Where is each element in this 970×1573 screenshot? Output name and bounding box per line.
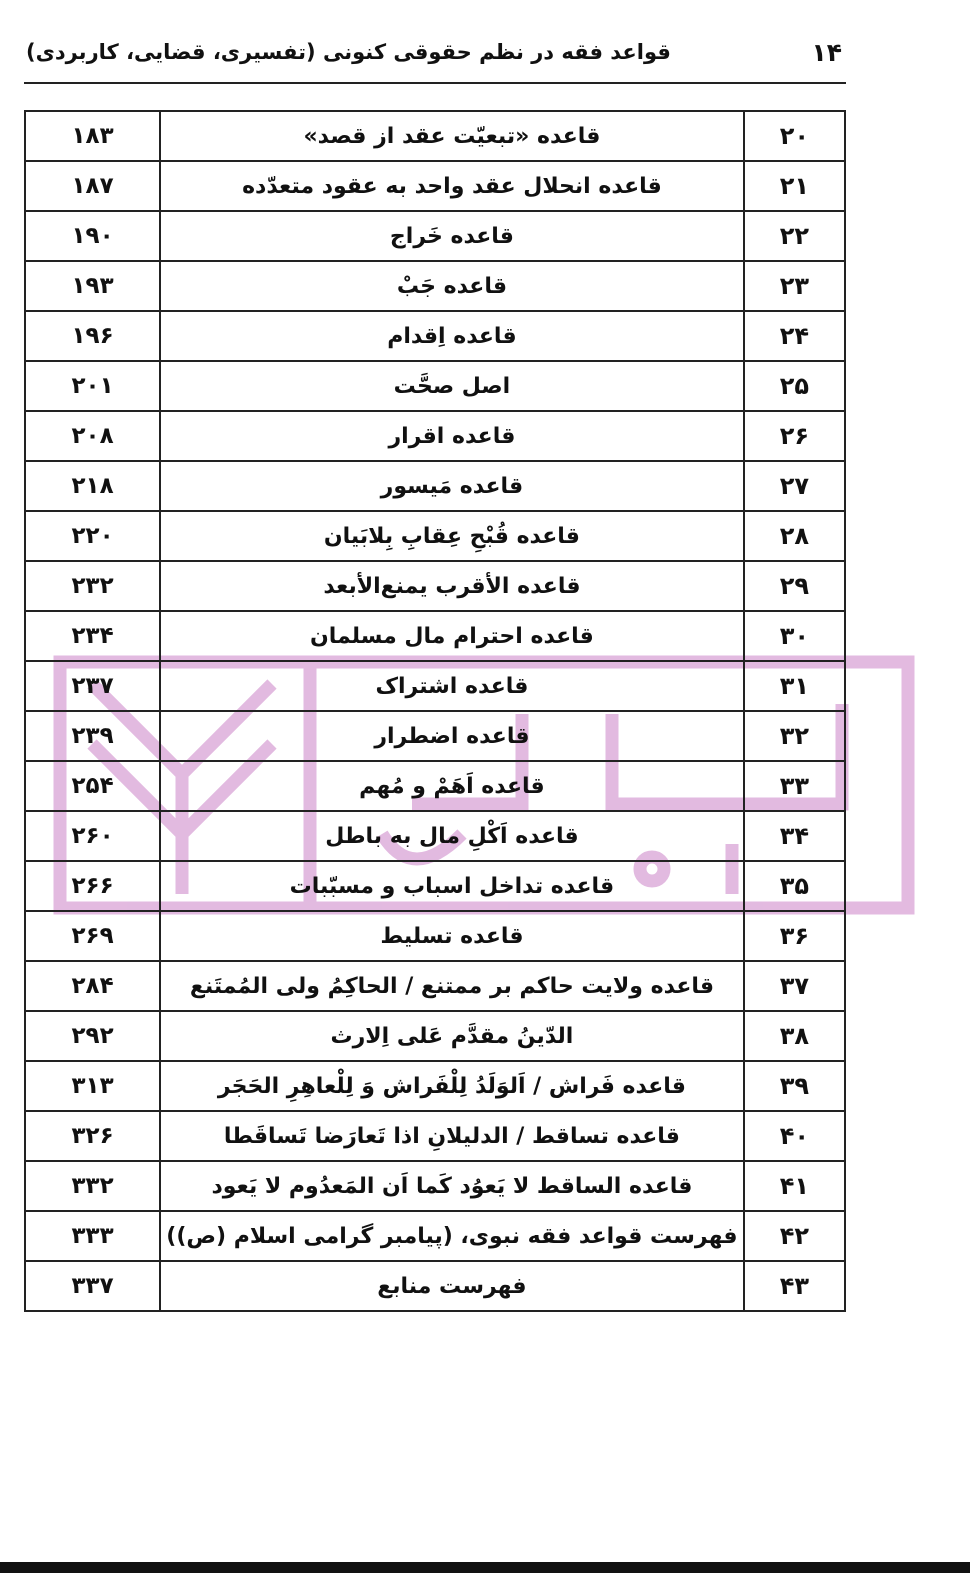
toc-entry-page: ۲۱۸ [25, 461, 160, 511]
toc-entry-title: قاعده اَکْلِ مال به باطل [160, 811, 744, 861]
toc-entry-page: ۲۵۴ [25, 761, 160, 811]
toc-row [25, 461, 845, 511]
toc-row [25, 361, 845, 411]
toc-entry-title: قاعده ولایت حاکم بر ممتنع / الحاکِمُ ولی المُمتَنع [160, 961, 744, 1011]
toc-entry-title: فهرست منابع [160, 1261, 744, 1311]
toc-entry-number: ۴۳ [744, 1261, 845, 1311]
toc-entry-number: ۲۹ [744, 561, 845, 611]
toc-entry-page: ۲۰۱ [25, 361, 160, 411]
toc-entry-title: قاعده اَهَمْ و مُهم [160, 761, 744, 811]
toc-entry-page: ۱۹۰ [25, 211, 160, 261]
toc-entry-number: ۳۷ [744, 961, 845, 1011]
toc-entry-title: قاعده اِقدام [160, 311, 744, 361]
running-title: قواعد فقه در نظم حقوقی کنونی (تفسیری، قضایی، کاربردی) [26, 40, 671, 64]
toc-row [25, 961, 845, 1011]
toc-row [25, 1011, 845, 1061]
toc-entry-page: ۲۳۹ [25, 711, 160, 761]
toc-entry-page: ۱۹۶ [25, 311, 160, 361]
toc-row [25, 1211, 845, 1261]
toc-row [25, 1161, 845, 1211]
toc-row [25, 761, 845, 811]
page-number: ۱۴ [811, 38, 842, 67]
toc-entry-title: قاعده مَیسور [160, 461, 744, 511]
toc-entry-page: ۲۳۲ [25, 561, 160, 611]
toc-entry-number: ۲۳ [744, 261, 845, 311]
toc-entry-page: ۲۲۰ [25, 511, 160, 561]
toc-entry-number: ۴۲ [744, 1211, 845, 1261]
toc-entry-number: ۲۱ [744, 161, 845, 211]
toc-row [25, 511, 845, 561]
toc-entry-title: قاعده خَراج [160, 211, 744, 261]
toc-row [25, 811, 845, 861]
toc-entry-number: ۳۰ [744, 611, 845, 661]
toc-entry-title: قاعده اشتراک [160, 661, 744, 711]
toc-entry-page: ۳۳۷ [25, 1261, 160, 1311]
toc-row [25, 311, 845, 361]
toc-entry-title: قاعده «تبعیّت عقد از قصد» [160, 111, 744, 161]
toc-entry-number: ۴۰ [744, 1111, 845, 1161]
toc-entry-page: ۲۶۹ [25, 911, 160, 961]
toc-entry-title: قاعده جَبْ [160, 261, 744, 311]
toc-entry-title: قاعده تداخل اسباب و مسبّبات [160, 861, 744, 911]
toc-row [25, 211, 845, 261]
toc-entry-number: ۳۴ [744, 811, 845, 861]
toc-entry-number: ۳۳ [744, 761, 845, 811]
footer-rule [0, 1562, 970, 1573]
toc-entry-title: الدّینُ مقدَّم عَلی اِلارث [160, 1011, 744, 1061]
toc-row [25, 411, 845, 461]
toc-entry-number: ۳۵ [744, 861, 845, 911]
toc-entry-number: ۳۹ [744, 1061, 845, 1111]
toc-row [25, 111, 845, 161]
toc-entry-title: قاعده اقرار [160, 411, 744, 461]
toc-row [25, 161, 845, 211]
toc-entry-title: قاعده انحلال عقد واحد به عقود متعدّده [160, 161, 744, 211]
toc-entry-page: ۳۳۳ [25, 1211, 160, 1261]
toc-entry-title: قاعده الأقرب یمنع‌الأبعد [160, 561, 744, 611]
toc-entry-number: ۴۱ [744, 1161, 845, 1211]
toc-entry-title: قاعده اضطرار [160, 711, 744, 761]
toc-row [25, 711, 845, 761]
toc-entry-number: ۲۲ [744, 211, 845, 261]
toc-row [25, 611, 845, 661]
table-of-contents [24, 110, 846, 1312]
toc-entry-number: ۲۵ [744, 361, 845, 411]
toc-entry-number: ۲۶ [744, 411, 845, 461]
toc-entry-page: ۱۸۷ [25, 161, 160, 211]
toc-entry-page: ۲۹۲ [25, 1011, 160, 1061]
toc-entry-page: ۲۳۷ [25, 661, 160, 711]
page-header [24, 36, 846, 84]
toc-entry-number: ۳۶ [744, 911, 845, 961]
toc-row [25, 861, 845, 911]
toc-entry-title: قاعده احترام مال مسلمان [160, 611, 744, 661]
toc-entry-page: ۲۳۴ [25, 611, 160, 661]
toc-row [25, 661, 845, 711]
toc-entry-page: ۱۸۳ [25, 111, 160, 161]
toc-entry-page: ۲۸۴ [25, 961, 160, 1011]
toc-entry-title: قاعده قُبْحِ عِقابِ بِلابَیان [160, 511, 744, 561]
toc-row [25, 561, 845, 611]
toc-entry-page: ۱۹۳ [25, 261, 160, 311]
toc-entry-title: قاعده تسلیط [160, 911, 744, 961]
toc-entry-page: ۲۰۸ [25, 411, 160, 461]
toc-entry-number: ۳۲ [744, 711, 845, 761]
toc-entry-number: ۳۸ [744, 1011, 845, 1061]
toc-entry-page: ۲۶۰ [25, 811, 160, 861]
toc-entry-number: ۲۷ [744, 461, 845, 511]
toc-entry-title: اصل صحَّت [160, 361, 744, 411]
toc-entry-title: قاعده الساقط لا یَعوُد کَما اَن المَعدُوم لا یَعود [160, 1161, 744, 1211]
toc-row [25, 1061, 845, 1111]
toc-entry-page: ۳۲۶ [25, 1111, 160, 1161]
toc-entry-number: ۲۰ [744, 111, 845, 161]
toc-entry-page: ۲۶۶ [25, 861, 160, 911]
toc-entry-number: ۳۱ [744, 661, 845, 711]
toc-row [25, 261, 845, 311]
toc-entry-title: فهرست قواعد فقه نبوی، (پیامبر گرامی اسلام (ص)) [160, 1211, 744, 1261]
toc-entry-title: قاعده تساقط / الدلیلانِ اذا تَعارَضا تَساقَطا [160, 1111, 744, 1161]
toc-row [25, 1111, 845, 1161]
toc-entry-page: ۳۱۳ [25, 1061, 160, 1111]
toc-row [25, 1261, 845, 1311]
toc-entry-number: ۲۴ [744, 311, 845, 361]
toc-entry-title: قاعده فَراش / اَلوَلَدُ لِلْفَراش وَ لِلْعاهِرِ الحَجَر [160, 1061, 744, 1111]
toc-row [25, 911, 845, 961]
toc-body [25, 111, 845, 1311]
toc-entry-number: ۲۸ [744, 511, 845, 561]
toc-entry-page: ۳۳۲ [25, 1161, 160, 1211]
